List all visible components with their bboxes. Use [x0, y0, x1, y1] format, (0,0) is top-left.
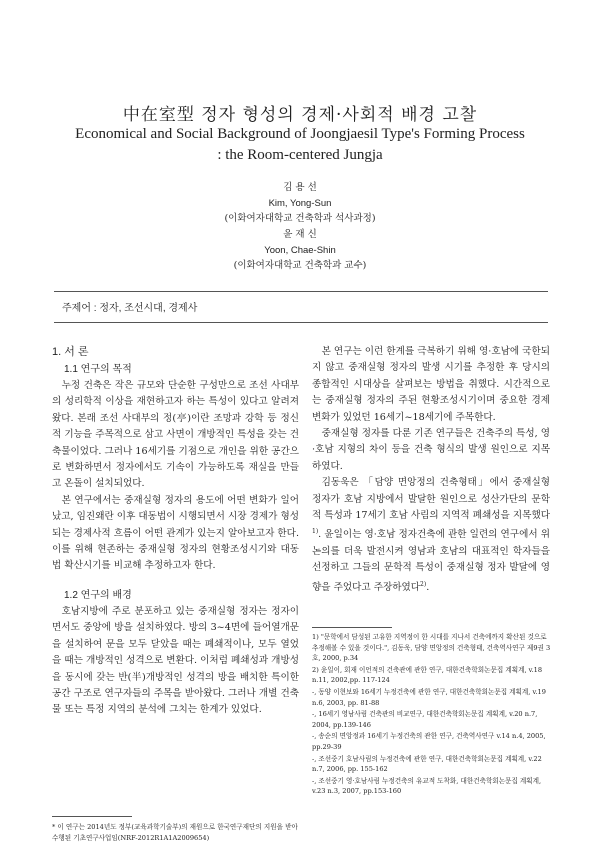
funding-rule	[52, 816, 132, 817]
footnote-item: -, 동양 이현보와 16세기 누정건축에 관한 연구, 대한건축학회논문집 계획계, v.19 n.6, 2003, pp. 81-88	[312, 687, 546, 707]
paragraph: 중재실형 정자를 다룬 기존 연구들은 건축주의 특성, 영·호남 지형의 차이 등을 건축 형식의 발생 원인으로 지목하였다.	[312, 428, 550, 472]
footnote-rule	[312, 627, 392, 628]
author1-name-korean: 김 용 선	[283, 182, 317, 193]
keywords-top-rule	[54, 291, 548, 292]
keywords: 주제어 : 정자, 조선시대, 경제사	[62, 303, 198, 314]
subsection-title-background: 1.2 연구의 배경	[64, 589, 132, 601]
paper-title-english-line2: : the Room-centered Jungja	[217, 147, 383, 163]
footnotes	[312, 632, 552, 798]
paper-title-english-line1: Economical and Social Background of Joongjaesil Type's Forming Process	[75, 126, 525, 142]
footnote-ref-2[interactable]: 2)	[420, 580, 427, 588]
footnote-item: -, 16세기 영남사림 건축관의 비교연구, 대한건축학회논문집 계획계, v.20 n.7, 2004, pp.139-146	[312, 710, 538, 729]
footnote-item: -, 조선중기 영·호남사림 누정건축의 유교적 도착화, 대한건축학회논문집 계획계, v.23 n.3, 2007, pp.153-160	[312, 776, 542, 796]
paragraph: 본 연구는 이런 한계를 극복하기 위해 영·호남에 국한되지 않고 중재실형 정자의 발생 시기를 추정한 후 당시의 종합적인 시대상을 살펴보는 방법을 취했다. 시간적으로는 중재실형 정자의 주된 현황조성시기이며 중요한 경제 변화가 있었던 16세기~18세기에 주목한다.	[312, 346, 550, 423]
footnote-item: -, 송순의 면앙정과 16세기 누정건축의 관한 연구, 건축역사연구 v.14 n.4, 2005, pp.29-39	[312, 732, 546, 751]
left-column	[52, 344, 299, 719]
footnote-ref-1[interactable]: 1)	[312, 528, 319, 536]
subsection-title-purpose: 1.1 연구의 목적	[64, 364, 132, 375]
paragraph: 누정 건축은 작은 규모와 단순한 구성만으로 조선 사대부의 성리학적 이상을 재현하고자 하는 특성이 있다고 알려져 왔다. 본래 조선 사대부의 정(亭)이란 조망과 강학 등 정신적 기능을 주목적으로 삼고 사면이 개방적인 특성을 갖는 건축물이었다. 그러나 16세기를 기점으로 개인을 위한 공간으로 변화하면서 정자에서도 기속이 가능하도록 재실을 만들고 온돌이 설치되었다.	[52, 380, 299, 490]
paragraph: 김동욱은 「담양 면앙정의 건축형태」에서 중재실형 정자가 호남 지방에서 발달한 원인으로 성산가단의 문학적 특성과 17세기 호남 사림의 지역적 폐쇄성을 지목했다$^{1)}$. 윤일이는 영·호남 정자건축에 관한 일련의 연구에서 위 논의를 더욱 발전시켜 영남과 호남의 대표적인 학자들을 선정하고 그들의 문학적 특성이 중재실형 정자 발달에 영향을 주었다고 주장하였다$^{2)}$.	[312, 477, 550, 594]
right-column	[312, 344, 550, 596]
paper-title-korean: 中在室型 정자 형성의 경제·사회적 배경 고찰	[122, 105, 478, 125]
keywords-bottom-rule	[54, 322, 548, 323]
footnote-item: -, 조선중기 호남사림의 누정건축에 관한 연구, 대한건축학회논문집 계획계, v.22 n.7, 2006, pp. 155-162	[312, 754, 542, 774]
author2-affiliation: (이화여자대학교 건축학과 교수)	[233, 260, 367, 271]
footnote-item: 1) "문학에서 담성된 고유한 지역정이 한 시대를 지나서 건축에까지 확산된 것으로 추정해볼 수 있을 것이다.", 김동욱, 담양 면앙정의 건축형태, 건축역사연구 제9권 3호, 2000, p.34	[312, 633, 551, 663]
paragraph-text: 윤일이는 영·호남 정자건축에 관한 일련의 연구에서 위 논의를 더욱 발전시켜 영남과 호남의 대표적인 학자들을 선정하고 그들의 문학적 특성이 중재실형 정자 발달에 영향을 주었다고 주장하였다	[312, 529, 550, 594]
paragraph: 호남지방에 주로 분포하고 있는 중재실형 정자는 정자이면서도 중앙에 방을 설치하였다. 방의 3~4면에 들어열개문을 설치하여 문을 모두 닫았을 때는 폐쇄적이나, 모두 열었을 때는 개방적인 성격으로 변환다. 이처럼 폐쇄성과 개방성을 동시에 갖는 반(半)개방적인 성격의 방을 배치한 특이한 공간 구조로 연구자들의 주목을 받아왔다. 그러나 개별 건축물 또는 특정 지역의 분석에 그치는 한계가 있었다.	[52, 605, 299, 716]
funding-note: * 이 연구는 2014년도 정부(교육과학기술부)의 재원으로 한국연구재단의 지원을 받아 수행된 기초연구사업임(NRF-2012R1A1A2009654)	[52, 823, 298, 842]
author1-name-english: Kim, Yong-Sun	[268, 198, 332, 209]
paragraph: 본 연구에서는 중재실형 정자의 용도에 어떤 변화가 일어났고, 임진왜란 이후 대동법이 시행되면서 시장 경제가 형성되는 경제사적 흐름이 어떤 관계가 있는지 알아보고자 한다. 이를 위해 현존하는 중재실형 정자의 현황조성시기와 대동법 확산시기를 비교해 추정하고자 한다.	[52, 494, 299, 572]
author1-affiliation: (이화여자대학교 건축학과 석사과정)	[224, 213, 376, 224]
footnote-item: 2) 윤일이, 회재 이언적의 건축관에 관한 연구, 대한건축학회논문집 계획계, v.18 n.11, 2002,pp. 117-124	[312, 665, 543, 685]
author2-name-korean: 윤 재 신	[283, 229, 317, 240]
section-title-introduction: 1. 서 론	[52, 346, 89, 358]
paragraph-text: 김동욱은 「담양 면앙정의 건축형태」에서 중재실형 정자가 호남 지방에서 발달한 원인으로 성산가단의 문학적 특성과 17세기 호남 사림의 지역적 폐쇄성을 지목했다	[312, 477, 550, 522]
author2-name-english: Yoon, Chae-Shin	[264, 245, 336, 256]
